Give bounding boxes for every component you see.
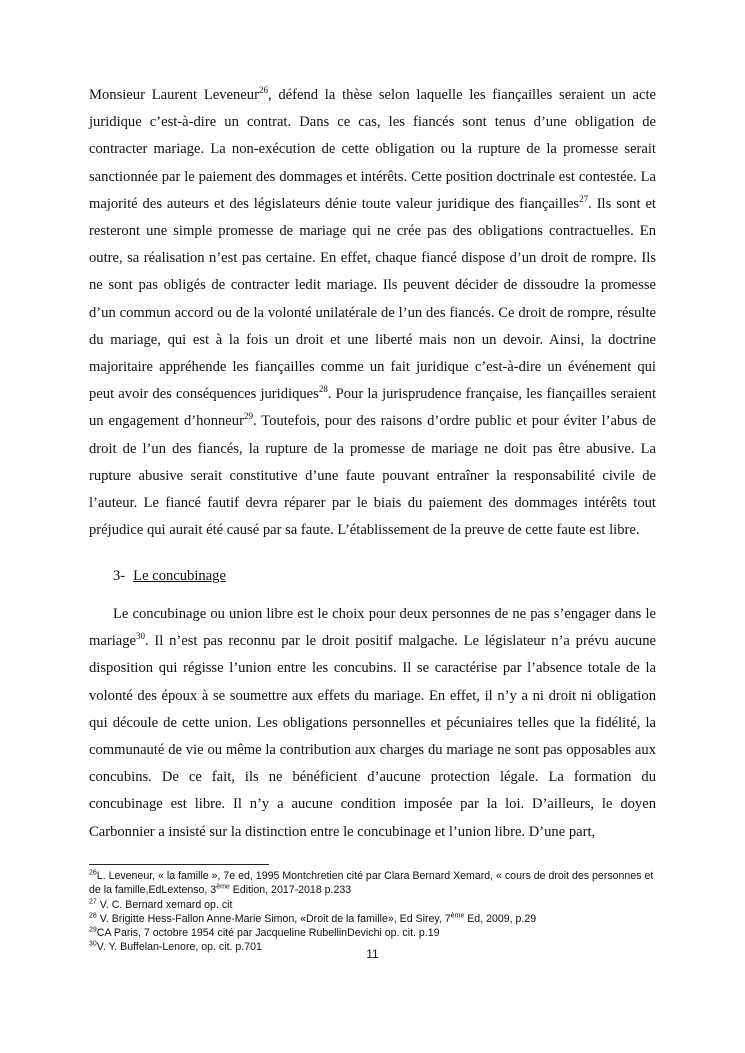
footnote-number: 27 [89,898,97,906]
page-number: 11 [366,947,379,961]
paragraph-text: . Ils sont et resteront une simple promesse de mariage qui ne crée pas des obligations contractuelles. En outre, sa réalisation n’est pas certaine. En effet, chaque fiancé dispose d’un droit de rompre. Ils ne sont pas obligés de contracter ledit mariage. Ils peuvent décider de dissoudre la promesse d’un commun accord ou de la volonté unilatérale de l’un des fiancés. Ce droit de rompre, résulte du mariage, qui est à la fois un droit et une liberté mais non un devoir. Ainsi, la doctrine majoritaire appréhende les fiançailles comme un fait juridique c’est-à-dire un événement qui peut avoir des conséquences juridiques [89,195,656,403]
footnote-text: L. Leveneur, « la famille », 7e ed, 1995 Montchretien cité par Clara Bernard Xemard, « cours de droit des personnes et de la famille,EdLextenso, 3 [89,870,654,897]
footnote [89,926,656,940]
footnote-ref[interactable]: 27 [579,193,589,204]
footnotes [89,869,656,955]
footnote-text: Ed, 2009, p.29 [464,912,537,925]
section-title: Le concubinage [133,568,226,584]
footnote-number: 29 [89,926,97,934]
footnote-separator [89,864,269,865]
footnote-text: CA Paris, 7 octobre 1954 cité par Jacqueline RubellinDevichi op. cit. p.19 [96,927,440,940]
section-number: 3- [113,568,126,584]
footnote-ref[interactable]: 28 [318,384,328,395]
paragraph-concubinage [89,601,656,846]
footnote [89,912,656,926]
footnote-ref[interactable]: 29 [243,411,253,422]
paragraph-text: Le concubinage ou union libre est le choix pour deux personnes de ne pas s’engager dans le mariage [89,606,656,650]
footnote-superscript: ème [216,883,230,891]
footnote-text: V. C. Bernard xemard op. cit [96,898,233,911]
footnote-text: V. Y. Buffelan-Lenore, op. cit. p.701 [96,941,262,954]
footnote [89,869,656,898]
footnote-text: Edition, 2017-2018 p.233 [229,884,352,897]
footnote-text: V. Brigitte Hess-Fallon Anne-Marie Simon, «Droit de la famille», Ed Sirey, 7 [96,912,451,925]
footnote-number: 30 [89,940,97,948]
paragraph-text: Monsieur Laurent Leveneur [89,87,259,103]
paragraph-text: . Toutefois, pour des raisons d’ordre public et pour éviter l’abus de droit de l’un des fiancés, la rupture de la promesse de mariage ne doit pas être abusive. La rupture abusive serait constitutive d’une faute pouvant entraîner la responsabilité civile de l’auteur. Le fiancé fautif devra réparer par le biais du paiement des dommages intérêts tout préjudice qui aurait été causé par sa faute. L’établissement de la preuve de cette faute est libre. [89,413,656,539]
footnote [89,898,656,912]
section-heading [113,563,226,590]
footnote-number: 28 [89,912,97,920]
paragraph-text: . Pour la jurisprudence française, les fiançailles seraient un engagement d’honneur [89,386,657,430]
paragraph-text: . Il n’est pas reconnu par le droit positif malgache. Le législateur n’a prévu aucune disposition qui régisse l’union entre les concubins. Il se caractérise par l’absence totale de la volonté des époux à se soumettre aux effets du mariage. En effet, il n’y a ni droit ni obligation qui découle de cette union. Les obligations personnelles et pécuniaires telles que la fidélité, la communauté de vie ou même la contribution aux charges du mariage ne sont pas opposables aux concubins. De ce fait, ils ne bénéficient d’aucune protection légale. La formation du concubinage est libre. Il n’y a aucune condition imposée par la loi. D’ailleurs, le doyen Carbonnier a insisté sur la distinction entre le concubinage et l’union libre. D’une part, [89,633,656,840]
paragraph-fiancailles [89,82,656,544]
footnote-ref[interactable]: 30 [136,631,145,642]
footnote-superscript: ème [450,912,465,920]
footnote-ref[interactable]: 26 [258,85,268,96]
footnote-number: 26 [89,869,97,877]
paragraph-text: , défend la thèse selon laquelle les fiançailles seraient un acte juridique c’est-à-dire un contrat. Dans ce cas, les fiancés sont tenus d’une obligation de contracter mariage. La non-exécution de cette obligation ou la rupture de la promesse serait sanctionnée par le paiement des dommages et intérêts. Cette position doctrinale est contestée. La majorité des auteurs et des législateurs dénie toute valeur juridique des fiançailles [89,87,657,212]
